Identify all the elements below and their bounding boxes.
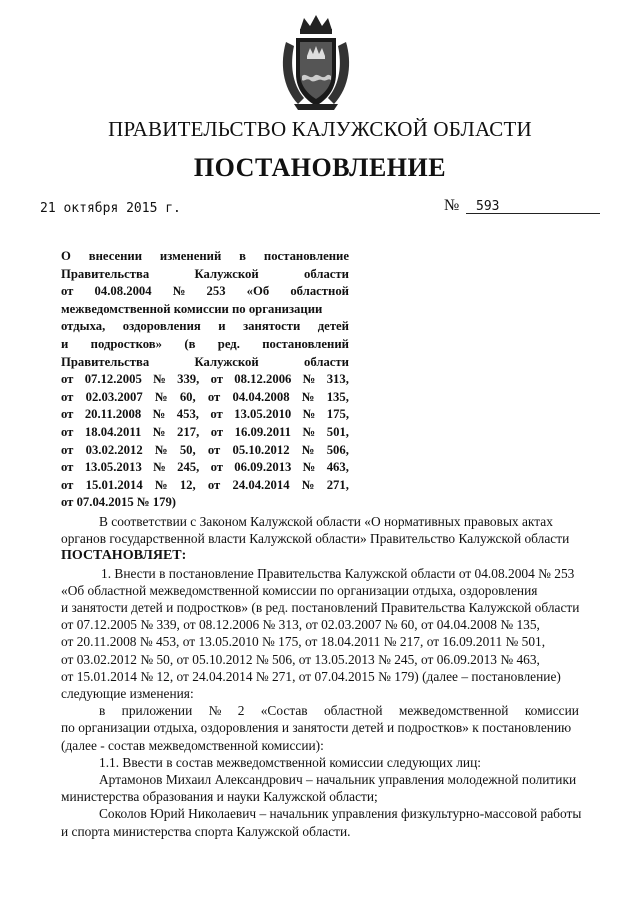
paragraph-line: от 20.11.2008 № 453, от 13.05.2010 № 175, от 18.04.2011 № 217, от 16.09.2011 № 501, — [61, 634, 546, 650]
paragraph-line: и спорта министерства спорта Калужской области. — [61, 823, 351, 839]
title-word: от — [207, 442, 221, 457]
paragraph-line: от 03.02.2012 № 50, от 05.10.2012 № 506, от 13.05.2013 № 245, от 06.09.2013 № 463, — [61, 651, 540, 667]
title-word: области — [303, 266, 349, 281]
paragraph-word: в — [99, 703, 106, 719]
coat-of-arms-icon — [276, 12, 356, 112]
title-word: 50, — [179, 442, 196, 457]
title-line — [61, 371, 349, 389]
title-word: занятости — [243, 319, 301, 334]
title-word: № — [152, 407, 166, 422]
paragraph-line: по организации отдыха, оздоровления и занятости детей и подростков» к постановлению — [61, 720, 572, 736]
title-word: 453, — [176, 407, 199, 422]
title-word: 135, — [326, 389, 349, 404]
title-word: от — [61, 477, 74, 492]
title-word: от — [210, 407, 223, 422]
title-word: области — [303, 354, 349, 369]
title-word: от — [61, 389, 74, 404]
paragraph-word: 2 — [237, 703, 245, 719]
paragraph-line: и занятости детей и подростков» (в ред. постановлений Правительства Калужской области — [61, 600, 580, 616]
title-word: № — [152, 424, 166, 439]
subparagraph-line: 1.1. Ввести в состав межведомственной комиссии следующих лиц: — [99, 754, 481, 770]
title-word: 05.10.2012 — [232, 442, 290, 457]
paragraph-line: от 07.12.2005 № 339, от 08.12.2006 № 313, от 02.03.2007 № 60, от 04.04.2008 № 135, — [61, 617, 540, 633]
title-word: 271, — [326, 477, 349, 492]
number-sign: № — [444, 197, 460, 214]
title-word: Калужской — [194, 354, 259, 369]
title-word: 217, — [177, 424, 200, 439]
title-word: 03.02.2012 — [85, 442, 143, 457]
title-word: 20.11.2008 — [84, 407, 142, 422]
title-word: № — [301, 477, 315, 492]
title-word: отдыха, — [61, 319, 106, 334]
title-word: 501, — [326, 424, 349, 439]
title-word: и — [61, 336, 69, 351]
title-word: 06.09.2013 — [234, 460, 292, 475]
title-word: № — [302, 407, 316, 422]
title-line — [61, 301, 349, 319]
title-word: внесении — [88, 249, 143, 263]
title-word: 339, — [177, 372, 200, 387]
title-word: оздоровления — [122, 319, 201, 334]
title-word: № — [302, 460, 316, 475]
title-word: «Об — [246, 284, 270, 299]
title-line — [61, 248, 349, 266]
title-line — [61, 318, 349, 336]
title-line — [61, 442, 349, 460]
title-word: от — [61, 442, 74, 457]
title-word: 04.04.2008 — [232, 389, 290, 404]
title-line — [61, 354, 349, 372]
title-line — [61, 477, 349, 495]
title-word: Правительства — [61, 354, 150, 369]
title-word: № — [172, 284, 186, 299]
title-word: № — [301, 389, 315, 404]
title-word: от — [210, 372, 224, 387]
title-line — [61, 406, 349, 424]
title-word: подростков» — [90, 336, 162, 351]
title-word: 463, — [326, 460, 349, 475]
title-word: № — [302, 424, 316, 439]
paragraph-line: (далее - состав межведомственной комиссии): — [61, 737, 324, 753]
title-word: № — [153, 372, 166, 387]
title-word: областной — [290, 284, 349, 299]
title-word: № — [154, 442, 168, 457]
document-date: 21 октября 2015 г. — [40, 201, 181, 216]
title-word: № — [154, 389, 168, 404]
document-body — [61, 513, 582, 840]
resolves-heading: ПОСТАНОВЛЯЕТ: — [61, 548, 187, 564]
paragraph-line: Артамонов Михаил Александрович – начальник управления молодежной политики — [99, 772, 577, 788]
title-line — [61, 389, 349, 407]
title-word: в — [239, 249, 247, 263]
title-word: 245, — [177, 460, 200, 475]
title-word: № — [154, 477, 168, 492]
title-word: 506, — [326, 442, 349, 457]
title-word: от — [210, 424, 224, 439]
paragraph-word: приложении — [121, 703, 193, 719]
paragraph-line: 1. Внести в постановление Правительства Калужской области от 04.08.2004 № 253 — [101, 565, 575, 581]
preamble-line: органов государственной власти Калужской области» Правительство Калужской области — [61, 531, 570, 547]
title-word: № — [153, 460, 166, 475]
title-word: Калужской — [194, 266, 259, 281]
title-word: 313, — [326, 372, 349, 387]
paragraph-line: «Об областной межведомственной комиссии по организации отдыха, оздоровления — [61, 582, 538, 598]
title-word: 16.09.2011 — [234, 424, 292, 439]
title-word: 02.03.2007 — [85, 389, 143, 404]
title-word: изменений — [159, 249, 222, 263]
title-word: от — [61, 460, 74, 475]
paragraph-word: межведомственной — [398, 703, 509, 719]
title-word: от — [61, 372, 74, 387]
title-word: постановление — [263, 249, 349, 263]
title-line — [61, 424, 349, 442]
title-word: 08.12.2006 — [234, 372, 292, 387]
document-number: 593 — [476, 199, 500, 214]
paragraph-word: № — [208, 703, 222, 719]
paragraph-word: комиссии — [524, 703, 579, 719]
title-word: № — [302, 372, 316, 387]
title-word: (в — [184, 336, 196, 351]
title-word: О — [61, 249, 71, 263]
title-word: от — [61, 284, 74, 299]
paragraph-word: областной — [323, 703, 383, 719]
title-word: 253 — [206, 284, 226, 299]
title-line — [61, 336, 349, 354]
paragraph-line-justified — [61, 702, 579, 719]
title-word: 60, — [179, 389, 196, 404]
title-word: 12, — [179, 477, 196, 492]
document-title — [61, 248, 349, 512]
title-word: от — [61, 407, 74, 422]
title-word: от 07.04.2015 № 179) — [61, 495, 177, 510]
title-line — [61, 459, 349, 477]
title-word: 13.05.2010 — [234, 407, 292, 422]
title-word: Правительства — [61, 266, 150, 281]
title-word: 07.12.2005 — [84, 372, 142, 387]
title-word: постановлений — [262, 336, 349, 351]
government-name: ПРАВИТЕЛЬСТВО КАЛУЖСКОЙ ОБЛАСТИ — [108, 117, 532, 141]
preamble-line: В соответствии с Законом Калужской области «О нормативных правовых актах — [99, 514, 553, 529]
title-word: 18.04.2011 — [84, 424, 142, 439]
paragraph-line: министерства образования и науки Калужской области; — [61, 789, 378, 805]
title-word: № — [301, 442, 315, 457]
paragraph-word: «Состав — [260, 703, 308, 719]
title-word: ред. — [217, 336, 240, 351]
title-word: 13.05.2013 — [84, 460, 142, 475]
title-word: 04.08.2004 — [94, 284, 152, 299]
paragraph-line: следующие изменения: — [61, 686, 194, 702]
paragraph-line: Соколов Юрий Николаевич – начальник управления физкультурно-массовой работы — [99, 806, 582, 822]
title-word: 24.04.2014 — [232, 477, 290, 492]
title-word: и — [218, 319, 226, 334]
title-word: от — [207, 477, 221, 492]
title-word: от — [207, 389, 221, 404]
title-word: межведомственной комиссии по организации — [61, 301, 323, 316]
title-line — [61, 283, 349, 301]
document-type: ПОСТАНОВЛЕНИЕ — [193, 153, 447, 182]
paragraph-line: от 15.01.2014 № 12, от 24.04.2014 № 271, от 07.04.2015 № 179) (далее – постановление) — [61, 668, 561, 684]
title-word: детей — [317, 319, 349, 334]
title-word: от — [210, 460, 224, 475]
title-word: от — [61, 424, 74, 439]
title-line — [61, 266, 349, 284]
title-word: 15.01.2014 — [85, 477, 143, 492]
title-word: 175, — [326, 407, 349, 422]
title-line — [61, 494, 349, 512]
